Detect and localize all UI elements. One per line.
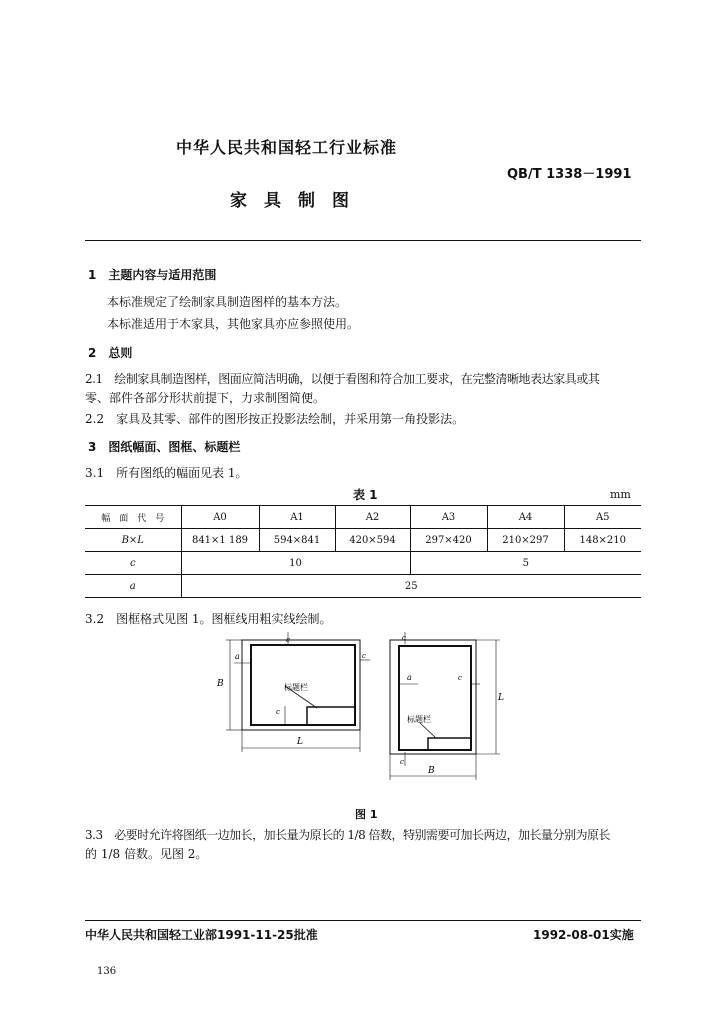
size-a5: A5 xyxy=(564,506,641,529)
org-title: 中华人民共和国轻工行业标准 xyxy=(176,138,398,157)
section-2-heading: 2 总则 xyxy=(88,346,133,360)
clause-3-3-line-2: 的 1/8 倍数。见图 2。 xyxy=(85,847,208,861)
paper-size-table xyxy=(85,505,641,598)
c-value-a3-a5: 5 xyxy=(410,552,641,575)
section-1-paragraph-2: 本标准适用于木家具，其他家具亦应参照使用。 xyxy=(107,317,360,331)
label-a-left: a xyxy=(235,652,240,661)
section-1-paragraph-1: 本标准规定了绘制家具制造图样的基本方法。 xyxy=(107,295,348,309)
section-3-heading: 3 图纸幅面、图框、标题栏 xyxy=(88,440,241,454)
a-label: a xyxy=(129,580,136,592)
table-row-bl xyxy=(85,529,641,552)
c-value-a0-a2: 10 xyxy=(181,552,410,575)
landscape-frame-drawing xyxy=(226,632,370,752)
table-row-a xyxy=(85,575,641,598)
footer-rule xyxy=(85,920,641,921)
bl-label: B×L xyxy=(121,534,144,546)
figure-1-drawing xyxy=(200,628,520,788)
a-value: 25 xyxy=(181,575,641,598)
size-a0: A0 xyxy=(181,506,259,529)
label-c-left-right: c xyxy=(362,652,366,660)
standard-number: QB/T 1338－1991 xyxy=(507,167,632,182)
title-block-label-right: 标题栏 xyxy=(407,715,431,724)
section-1-heading: 1 主题内容与适用范围 xyxy=(88,268,217,282)
table-unit: mm xyxy=(610,488,631,501)
figure-1-caption: 图 1 xyxy=(355,808,378,821)
bl-a1: 594×841 xyxy=(259,529,335,552)
portrait-frame-drawing xyxy=(390,632,500,780)
size-a1: A1 xyxy=(259,506,335,529)
clause-2-1-line-1: 2.1 绘制家具制造图样，图面应简洁明确，以便于看图和符合加工要求，在完整清晰地表达家具或其 xyxy=(85,372,600,386)
clause-2-1-line-2: 零、部件各部分形状前提下，力求制图简便。 xyxy=(85,391,326,405)
label-c-right-bottom: c xyxy=(400,758,404,766)
label-l-right: L xyxy=(498,693,504,703)
label-b-left: B xyxy=(217,679,224,689)
bl-a5: 148×210 xyxy=(564,529,641,552)
table-header-label: 幅 面 代 号 xyxy=(101,513,165,524)
clause-3-2: 3.2 图框格式见图 1。图框线用粗实线绘制。 xyxy=(85,612,332,626)
size-a4: A4 xyxy=(487,506,564,529)
label-c-left-top: c xyxy=(286,636,290,644)
clause-2-2: 2.2 家具及其零、部件的图形按正投影法绘制，并采用第一角投影法。 xyxy=(85,412,465,426)
size-a2: A2 xyxy=(335,506,410,529)
label-c-right-side: c xyxy=(458,674,462,682)
label-c-right-top: c xyxy=(402,634,406,642)
bl-a2: 420×594 xyxy=(335,529,410,552)
size-a3: A3 xyxy=(410,506,487,529)
table-caption: 表 1 xyxy=(353,488,378,502)
title-block-label-left: 标题栏 xyxy=(284,683,308,692)
bl-a4: 210×297 xyxy=(487,529,564,552)
label-a-right: a xyxy=(407,673,412,682)
table-row-c xyxy=(85,552,641,575)
clause-3-3-line-1: 3.3 必要时允许将图纸一边加长，加长量为原长的 1/8 倍数，特别需要可加长两边，加长量分别为原长 xyxy=(85,828,611,842)
clause-3-1: 3.1 所有图纸的幅面见表 1。 xyxy=(85,466,248,480)
page-number: 136 xyxy=(97,966,117,977)
implementation-text: 1992-08-01实施 xyxy=(533,928,634,942)
label-b-right: B xyxy=(428,766,435,776)
c-label: c xyxy=(129,557,136,569)
bl-a0: 841×1 189 xyxy=(181,529,259,552)
header-rule xyxy=(85,240,641,241)
label-c-left-bottom: c xyxy=(276,708,280,716)
label-l-left: L xyxy=(297,737,303,747)
document-title: 家 具 制 图 xyxy=(230,191,349,211)
approval-text: 中华人民共和国轻工业部1991-11-25批准 xyxy=(85,928,318,942)
bl-a3: 297×420 xyxy=(410,529,487,552)
table-header-row xyxy=(85,506,641,529)
